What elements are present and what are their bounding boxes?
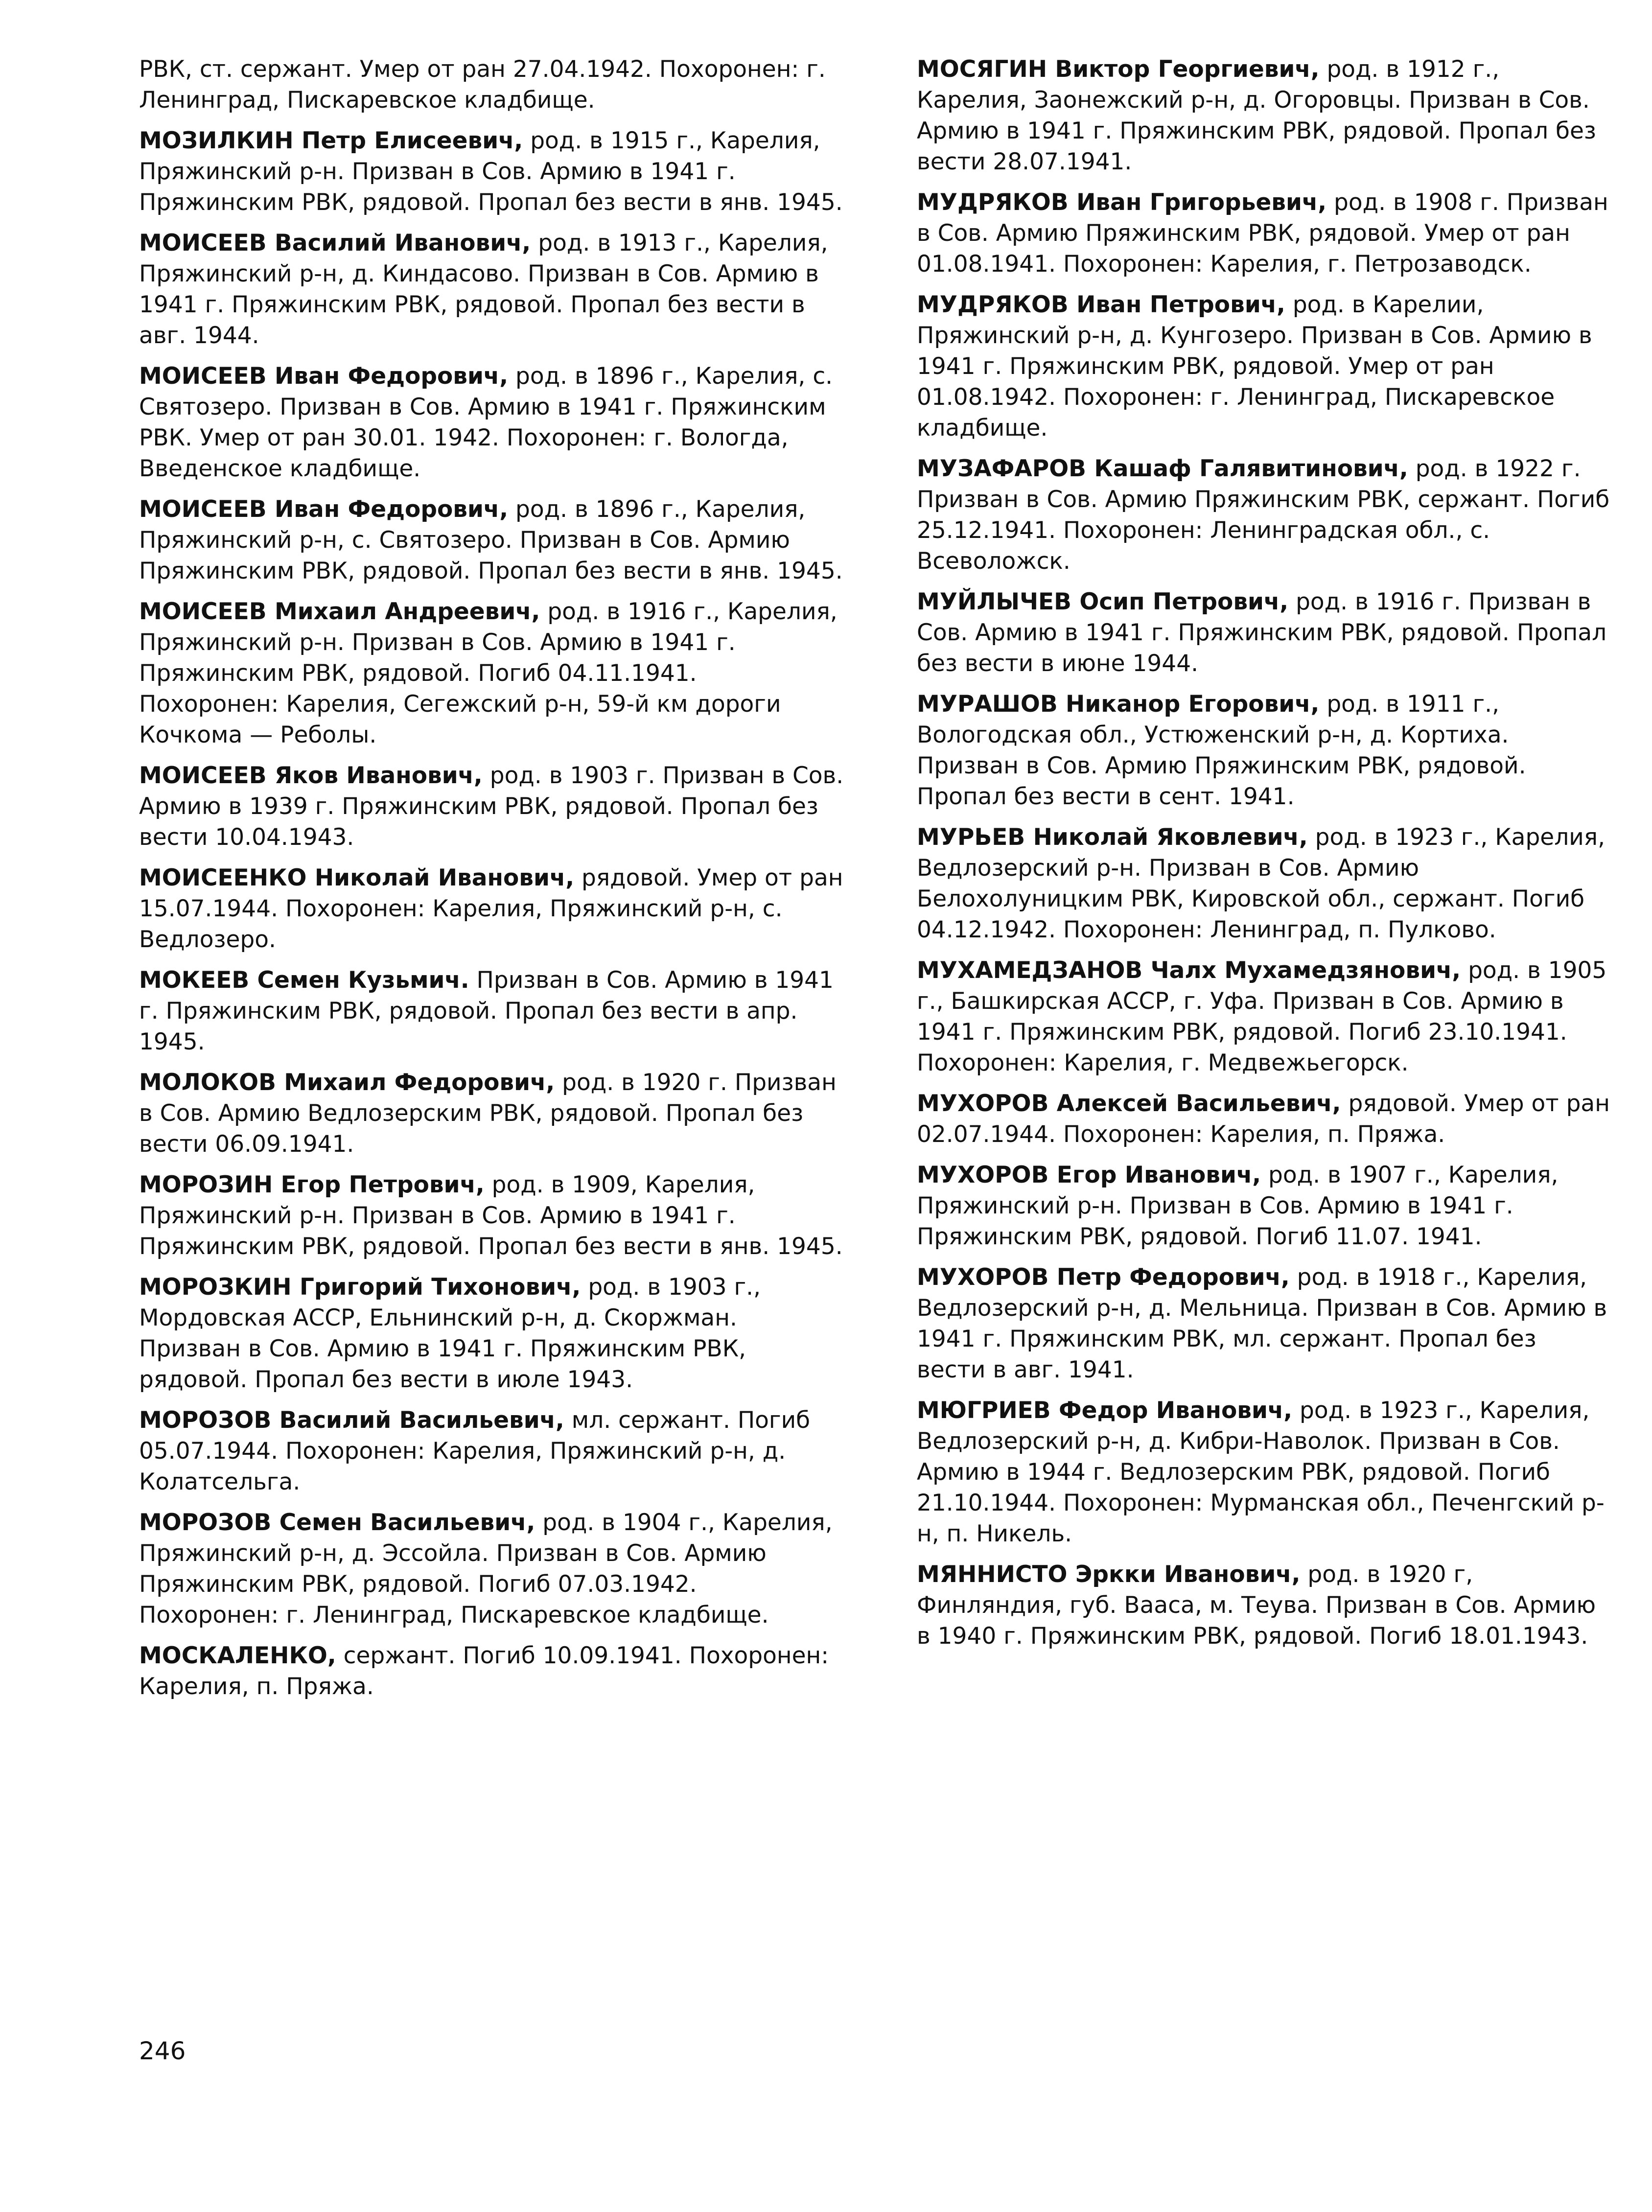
page-number: 246 (139, 2037, 186, 2065)
memorial-entry (917, 453, 1612, 577)
entry-name: МУРЬЕВ Николай Яковлевич, (917, 824, 1308, 851)
entry-text: род. в 1920 г. Призван в Сов. Армию Ведлозерским РВК, рядовой. Пропал без вести 06.09.1941. (139, 1069, 837, 1158)
entry-text: род. в 1907 г., Карелия, Пряжинский р-н. Призван в Сов. Армию в 1941 г. Пряжинским РВК, рядовой. Погиб 11.07. 1941. (917, 1162, 1559, 1250)
entry-text: род. в 1915 г., Карелия, Пряжинский р-н. Призван в Сов. Армию в 1941 г. Пряжинским РВК, рядовой. Пропал без вести в янв. 1945. (139, 127, 843, 216)
entry-text: род. в 1904 г., Карелия, Пряжинский р-н, д. Эссойла. Призван в Сов. Армию Пряжинским РВК, рядовой. Погиб 07.03.1942. Похоронен: г. Ленинград, Пискаревское кладбище. (139, 1509, 833, 1629)
entry-text: род. в 1916 г. Призван в Сов. Армию в 1941 г. Пряжинским РВК, рядовой. Пропал без вести в июне 1944. (917, 588, 1607, 677)
memorial-entry (917, 1395, 1612, 1549)
memorial-entry (917, 1559, 1612, 1652)
entry-text: род. в 1913 г., Карелия, Пряжинский р-н, д. Киндасово. Призван в Сов. Армию в 1941 г. Пряжинским РВК, рядовой. Пропал без вести в авг. 1944. (139, 230, 828, 349)
memorial-entry (917, 289, 1612, 443)
entry-name: МОКЕЕВ Семен Кузьмич. (139, 967, 469, 994)
entry-text: рядовой. Умер от ран 02.07.1944. Похоронен: Карелия, п. Пряжа. (917, 1090, 1610, 1148)
entry-text: род. в 1923 г., Карелия, Ведлозерский р-н. Призван в Сов. Армию Белохолуницким РВК, Кировской обл., сержант. Погиб 04.12.1942. Похоронен: Ленинград, п. Пулково. (917, 824, 1605, 943)
entry-text: рядовой. Умер от ран 15.07.1944. Похоронен: Карелия, Пряжинский р-н, с. Ведлозеро. (139, 864, 843, 953)
memorial-entry (139, 596, 844, 750)
entry-text: род. в 1918 г., Карелия, Ведлозерский р-н, д. Мельница. Призван в Сов. Армию в 1941 г. Пряжинским РВК, мл. сержант. Пропал без вести в авг. 1941. (917, 1264, 1607, 1383)
entry-text: род. в 1920 г, Финляндия, губ. Вааса, м. Теува. Призван в Сов. Армию в 1940 г. Пряжинским РВК, рядовой. Погиб 18.01.1943. (917, 1561, 1596, 1650)
memorial-entry (139, 361, 844, 484)
entry-text: род. в 1922 г. Призван в Сов. Армию Пряжинским РВК, сержант. Погиб 25.12.1941. Похоронен: Ленинградская обл., с. Всеволожск. (917, 455, 1610, 575)
memorial-entry (139, 1507, 844, 1630)
entry-text: сержант. Погиб 10.09.1941. Похоронен: Карелия, п. Пряжа. (139, 1642, 829, 1700)
memorial-entry (139, 125, 844, 218)
memorial-entry (917, 1088, 1612, 1150)
entry-name: МОРОЗКИН Григорий Тихонович, (139, 1274, 581, 1301)
entry-text: род. в 1896 г., Карелия, Пряжинский р-н, с. Святозеро. Призван в Сов. Армию Пряжинским РВК, рядовой. Пропал без вести в янв. 1945. (139, 496, 843, 584)
entry-name: МУХОРОВ Алексей Васильевич, (917, 1090, 1341, 1117)
entry-text: род. в 1908 г. Призван в Сов. Армию Пряжинским РВК, рядовой. Умер от ран 01.08.1941. Похоронен: Карелия, г. Петрозаводск. (917, 189, 1608, 278)
entry-name: МОРОЗИН Егор Петрович, (139, 1171, 485, 1198)
entry-name: МОСКАЛЕНКО, (139, 1642, 336, 1669)
right-column (917, 54, 1612, 1661)
memorial-entry (139, 965, 844, 1057)
entry-name: МУХОРОВ Петр Федорович, (917, 1264, 1290, 1291)
memorial-entry (917, 187, 1612, 279)
entry-name: МУЗАФАРОВ Кашаф Галявитинович, (917, 455, 1408, 482)
entry-text: род. в 1903 г., Мордовская АССР, Ельнинский р-н, д. Скоржман. Призван в Сов. Армию в 1941 г. Пряжинским РВК, рядовой. Пропал без вести в июле 1943. (139, 1274, 761, 1393)
memorial-entry (139, 1405, 844, 1497)
entry-name: МОИСЕЕВ Василий Иванович, (139, 230, 531, 256)
memorial-entry (917, 586, 1612, 679)
entry-name: МОЛОКОВ Михаил Федорович, (139, 1069, 555, 1096)
memorial-entry (139, 760, 844, 853)
entry-name: МУХАМЕДЗАНОВ Чалх Мухамедзянович, (917, 957, 1461, 984)
memorial-entry (917, 689, 1612, 812)
entry-name: МОРОЗОВ Василий Васильевич, (139, 1407, 564, 1434)
memorial-entry (917, 54, 1612, 177)
memorial-entry (139, 494, 844, 586)
entry-text: род. в 1916 г., Карелия, Пряжинский р-н. Призван в Сов. Армию в 1941 г. Пряжинским РВК, рядовой. Погиб 04.11.1941. Похоронен: Карелия, Сегежский р-н, 59-й км дороги Кочкома — Реболы. (139, 598, 838, 748)
entry-name: МЮГРИЕВ Федор Иванович, (917, 1397, 1293, 1424)
entry-text: род. в 1923 г., Карелия, Ведлозерский р-н, д. Кибри-Наволок. Призван в Сов. Армию в 1944 г. Ведлозерским РВК, рядовой. Погиб 21.10.1944. Похоронен: Мурманская обл., Печенгский р-н, п. Никель. (917, 1397, 1605, 1547)
entry-text: род. в 1903 г. Призван в Сов. Армию в 1939 г. Пряжинским РВК, рядовой. Пропал без вести 10.04.1943. (139, 762, 844, 851)
entry-name: МОСЯГИН Виктор Георгиевич, (917, 56, 1320, 83)
entry-text: род. в 1905 г., Башкирская АССР, г. Уфа. Призван в Сов. Армию в 1941 г. Пряжинским РВК, рядовой. Погиб 23.10.1941. Похоронен: Карелия, г. Медвежьегорск. (917, 957, 1607, 1076)
memorial-entry (917, 822, 1612, 945)
entry-name: МОИСЕЕНКО Николай Иванович, (139, 864, 575, 891)
entry-name: МОИСЕЕВ Яков Иванович, (139, 762, 483, 789)
entry-text: род. в 1912 г., Карелия, Заонежский р-н, д. Огоровцы. Призван в Сов. Армию в 1941 г. Пряжинским РВК, рядовой. Пропал без вести 28.07.1941. (917, 56, 1596, 175)
memorial-entry (917, 955, 1612, 1078)
memorial-entry (139, 1640, 844, 1702)
memorial-entry (139, 1272, 844, 1395)
memorial-entry (139, 228, 844, 351)
memorial-entry (139, 862, 844, 955)
entry-name: МУРАШОВ Никанор Егорович, (917, 691, 1320, 718)
entry-name: МУЙЛЫЧЕВ Осип Петрович, (917, 588, 1289, 615)
entry-text: мл. сержант. Погиб 05.07.1944. Похоронен: Карелия, Пряжинский р-н, д. Колатсельга. (139, 1407, 811, 1495)
memorial-entry (917, 1160, 1612, 1252)
memorial-entry (139, 54, 844, 116)
memorial-entry (139, 1169, 844, 1262)
entry-name: МОЗИЛКИН Петр Елисеевич, (139, 127, 523, 154)
entry-text: род. в 1911 г., Вологодская обл., Устюженский р-н, д. Кортиха. Призван в Сов. Армию Пряжинским РВК, рядовой. Пропал без вести в сент. 1941. (917, 691, 1526, 810)
memorial-entry (917, 1262, 1612, 1385)
entry-name: МУДРЯКОВ Иван Петрович, (917, 291, 1285, 318)
entry-name: МЯННИСТО Эркки Иванович, (917, 1561, 1301, 1588)
memorial-entry (139, 1067, 844, 1160)
entry-name: МОИСЕЕВ Михаил Андреевич, (139, 598, 540, 625)
entry-text: РВК, ст. сержант. Умер от ран 27.04.1942. Похоронен: г. Ленинград, Пискаревское кладбище. (139, 56, 826, 114)
entry-name: МОИСЕЕВ Иван Федорович, (139, 363, 509, 390)
entry-text: род. в Карелии, Пряжинский р-н, д. Кунгозеро. Призван в Сов. Армию в 1941 г. Пряжинским РВК, рядовой. Умер от ран 01.08.1942. Похоронен: г. Ленинград, Пискаревское кладбище. (917, 291, 1592, 442)
entry-name: МОРОЗОВ Семен Васильевич, (139, 1509, 535, 1536)
entry-name: МУДРЯКОВ Иван Григорьевич, (917, 189, 1327, 216)
entry-text: Призван в Сов. Армию в 1941 г. Пряжинским РВК, рядовой. Пропал без вести в апр. 1945. (139, 967, 834, 1055)
entry-text: род. в 1896 г., Карелия, с. Святозеро. Призван в Сов. Армию в 1941 г. Пряжинским РВК. Умер от ран 30.01. 1942. Похоронен: г. Вологда, Введенское кладбище. (139, 363, 833, 482)
entry-text: род. в 1909, Карелия, Пряжинский р-н. Призван в Сов. Армию в 1941 г. Пряжинским РВК, рядовой. Пропал без вести в янв. 1945. (139, 1171, 843, 1260)
entry-name: МУХОРОВ Егор Иванович, (917, 1162, 1261, 1188)
entry-name: МОИСЕЕВ Иван Федорович, (139, 496, 509, 523)
left-column (139, 54, 844, 1712)
